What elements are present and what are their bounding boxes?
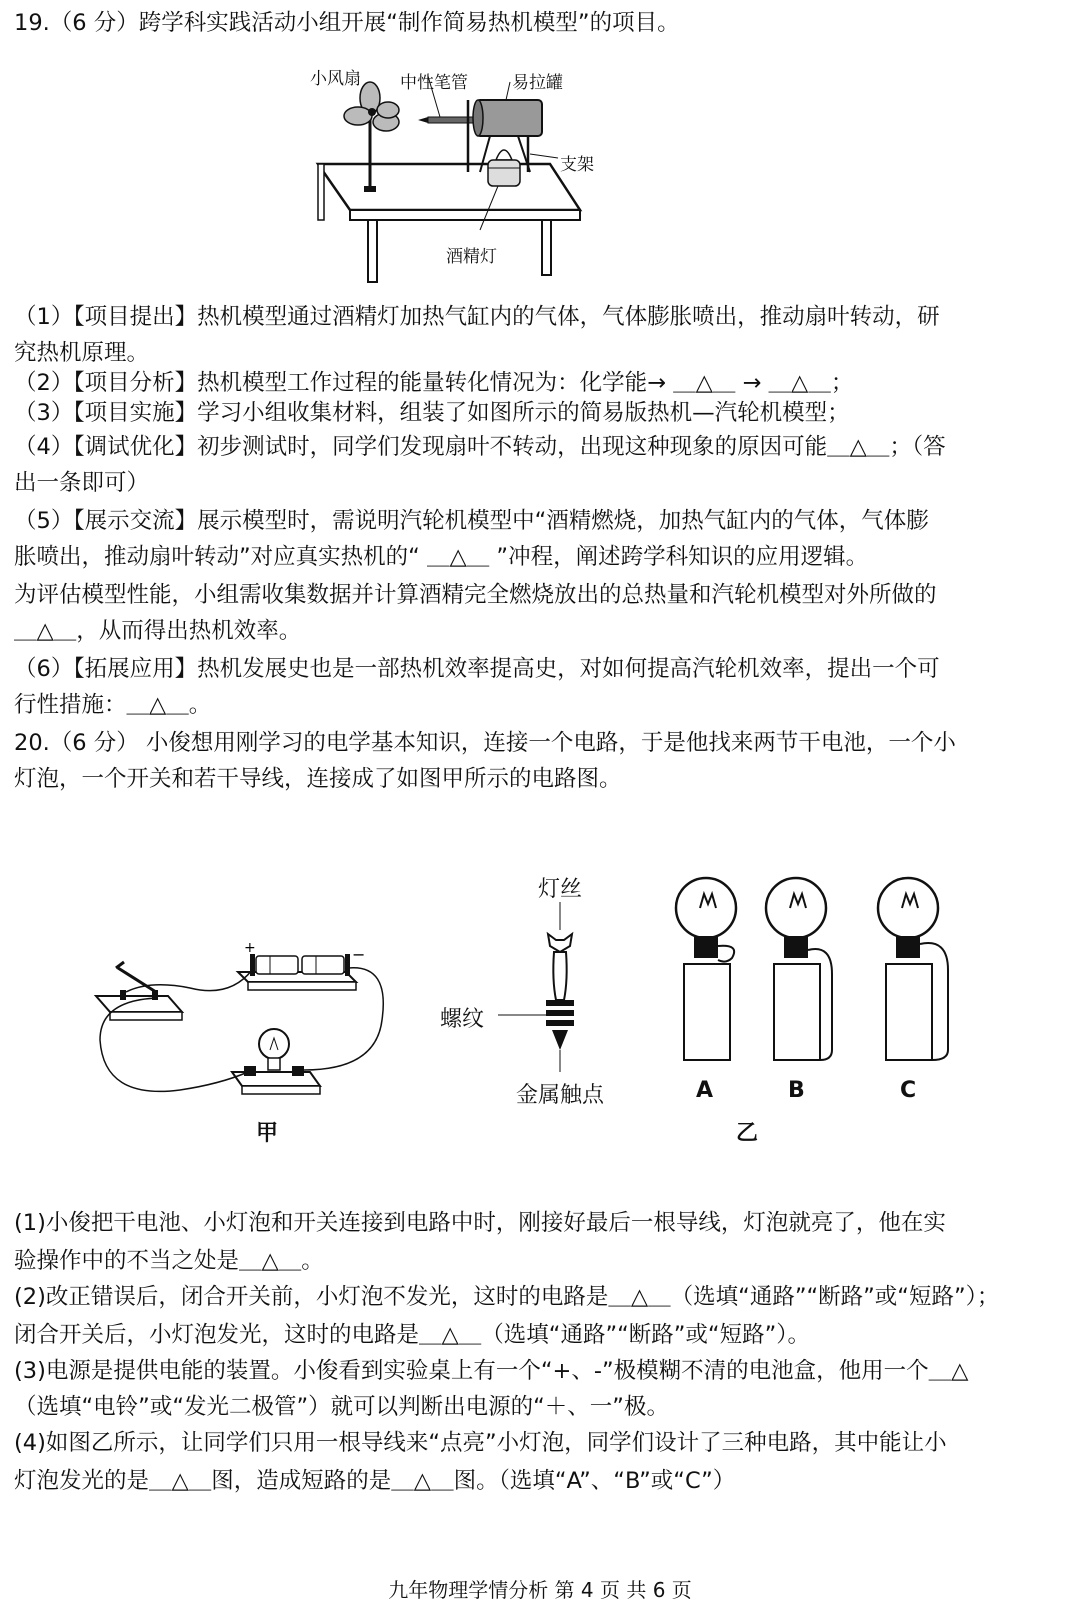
option-c-label: C (900, 1078, 917, 1103)
circuit-figure-jia (90, 940, 420, 1120)
page-footer: 九年物理学情分析 第 4 页 共 6 页 (388, 1578, 692, 1602)
q19-line: ＿△＿，从而得出热机效率。 (14, 618, 302, 644)
q19-line: （1）【项目提出】热机模型通过酒精灯加热气缸内的气体，气体膨胀喷出，推动扇叶转动，研 (14, 304, 940, 330)
q19-line: （2）【项目分析】热机模型工作过程的能量转化情况为：化学能→ ＿△＿ → ＿△＿； (14, 370, 854, 396)
q19-line: 究热机原理。 (14, 340, 150, 366)
alcohol-lamp-label: 酒精灯 (446, 247, 497, 267)
q19-line: （4）【调试优化】初步测试时，同学们发现扇叶不转动，出现这种现象的原因可能＿△＿；（答 (14, 434, 946, 460)
circuit-option-b (764, 874, 844, 1070)
plus-sign: + (244, 940, 256, 956)
q20-line: 验操作中的不当之处是＿△＿。 (14, 1248, 324, 1274)
q20-heading: 20.（6 分） 小俊想用刚学习的电学基本知识，连接一个电路，于是他找来两节干电池，一个小 (14, 730, 956, 756)
stand-label: 支架 (560, 155, 594, 175)
q19-line: （6）【拓展应用】热机发展史也是一部热机效率提高史，对如何提高汽轮机效率，提出一个可 (14, 656, 940, 682)
q20-line: 灯泡发光的是＿△＿图，造成短路的是＿△＿图。（选填“A”、“B”或“C”） (14, 1468, 736, 1494)
q19-line: 出一条即可） (14, 470, 150, 496)
q20-line: (4)如图乙所示，让同学们只用一根导线来“点亮”小灯泡，同学们设计了三种电路，其中能让小 (14, 1430, 947, 1456)
q20-line: (2)改正错误后，闭合开关前，小灯泡不发光，这时的电路是＿△＿（选填“通路”“断路”或“短路”）； (14, 1284, 1000, 1310)
q19-line: 为评估模型性能，小组需收集数据并计算酒精完全燃烧放出的总热量和汽轮机模型对外所做的 (14, 582, 937, 608)
option-a-label: A (696, 1078, 714, 1103)
minus-sign: − (352, 945, 366, 964)
q19-line: （5）【展示交流】展示模型时，需说明汽轮机模型中“酒精燃烧，加热气缸内的气体，气体膨 (14, 508, 929, 534)
can-label: 易拉罐 (512, 73, 563, 93)
q19-line: （3）【项目实施】学习小组收集材料，组装了如图所示的简易版热机—汽轮机模型； (14, 400, 850, 426)
pen-tube-label: 中性笔管 (400, 73, 468, 93)
q20-heading: 灯泡，一个开关和若干导线，连接成了如图甲所示的电路图。 (14, 766, 622, 792)
figure-caption-jia: 甲 (256, 1121, 279, 1146)
q20-line: (1)小俊把干电池、小灯泡和开关连接到电路中时，刚接好最后一根导线，灯泡就亮了，他在实 (14, 1210, 946, 1236)
q19-line: 胀喷出，推动扇叶转动”对应真实热机的“ ＿△＿ ”冲程，阐述跨学科知识的应用逻辑。 (14, 544, 869, 570)
bulb-structure-figure (490, 900, 630, 1080)
circuit-option-c (876, 874, 960, 1070)
metal-contact-label: 金属触点 (516, 1083, 605, 1108)
figure-caption-yi: 乙 (736, 1121, 759, 1146)
thread-label: 螺纹 (440, 1007, 485, 1032)
q20-line: (3)电源是提供电能的装置。小俊看到实验桌上有一个“+、-”极模糊不清的电池盒，他用一个＿△ (14, 1358, 969, 1384)
q19-heading: 19.（6 分）跨学科实践活动小组开展“制作简易热机模型”的项目。 (14, 10, 680, 36)
q20-line: （选填“电铃”或“发光二极管”）就可以判断出电源的“＋、一”极。 (14, 1394, 669, 1420)
q20-line: 闭合开关后，小灯泡发光，这时的电路是＿△＿（选填“通路”“断路”或“短路”）。 (14, 1322, 810, 1348)
q19-line: 行性措施：＿△＿。 (14, 692, 212, 718)
circuit-option-a (668, 874, 748, 1070)
filament-label: 灯丝 (538, 877, 583, 902)
fan-label: 小风扇 (310, 69, 361, 89)
option-b-label: B (788, 1078, 805, 1103)
